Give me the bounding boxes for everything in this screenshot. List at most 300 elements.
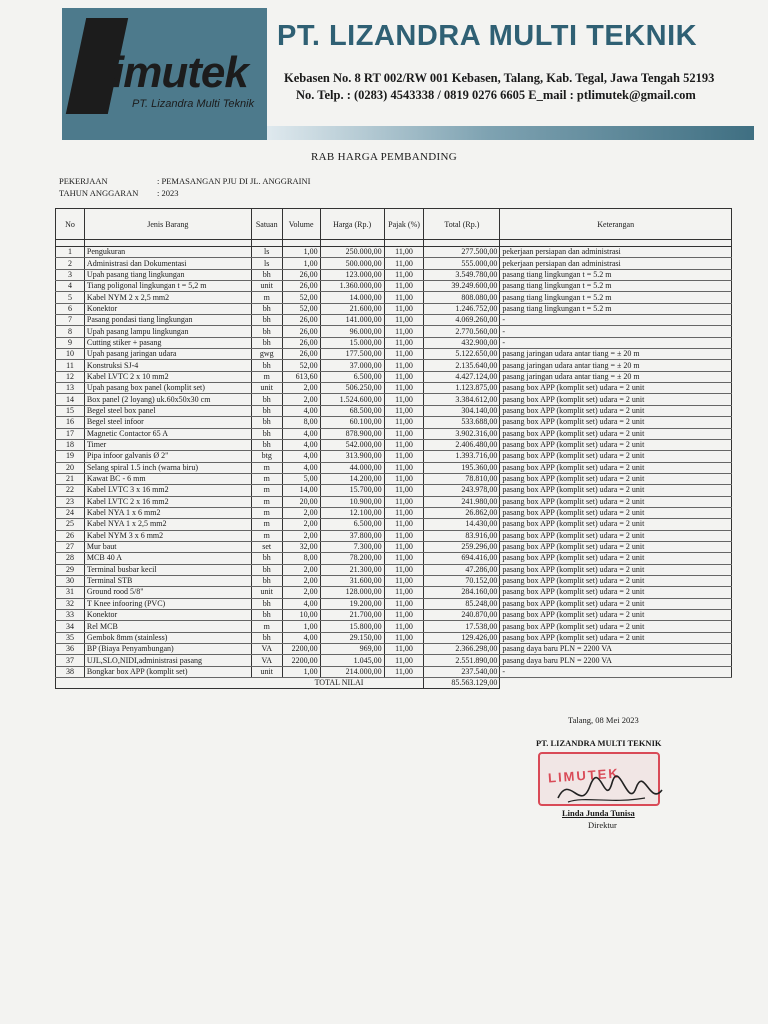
cell-total: 78.810,00 (424, 473, 500, 484)
cell-tax: 11,00 (384, 553, 424, 564)
table-row (56, 349, 732, 360)
cell-total: 808.080,00 (424, 292, 500, 303)
cell-price: 15.800,00 (320, 621, 384, 632)
table-row (56, 417, 732, 428)
cell-notes: pasang box APP (komplit set) udara = 2 unit (500, 462, 732, 473)
cell-no: 29 (56, 564, 85, 575)
cell-notes: pasang box APP (komplit set) udara = 2 unit (500, 439, 732, 450)
cell-item: Kabel LVTC 2 x 10 mm2 (84, 371, 251, 382)
cell-volume: 26,00 (282, 269, 320, 280)
cell-notes: pasang jaringan udara antar tiang = ± 20 m (500, 371, 732, 382)
cell-price: 78.200,00 (320, 553, 384, 564)
cell-tax: 11,00 (384, 417, 424, 428)
cell-notes: pasang box APP (komplit set) udara = 2 unit (500, 519, 732, 530)
table-row (56, 485, 732, 496)
cell-notes: pasang box APP (komplit set) udara = 2 unit (500, 394, 732, 405)
table-row (56, 281, 732, 292)
cell-total: 83.916,00 (424, 530, 500, 541)
cell-price: 15.700,00 (320, 485, 384, 496)
cell-unit: bh (251, 610, 282, 621)
cell-price: 250.000,00 (320, 247, 384, 258)
cell-total: 243.978,00 (424, 485, 500, 496)
cell-notes: pasang box APP (komplit set) udara = 2 unit (500, 610, 732, 621)
cell-volume: 4,00 (282, 439, 320, 450)
table-row (56, 564, 732, 575)
cell-price: 128.000,00 (320, 587, 384, 598)
total-row (56, 678, 732, 689)
cell-tax: 11,00 (384, 371, 424, 382)
cell-unit: m (251, 519, 282, 530)
col-header-no: No (56, 209, 85, 240)
cell-price: 10.900,00 (320, 496, 384, 507)
table-row (56, 541, 732, 552)
cell-tax: 11,00 (384, 360, 424, 371)
cell-volume: 52,00 (282, 292, 320, 303)
table-spacer-row (56, 240, 732, 247)
cell-tax: 11,00 (384, 621, 424, 632)
cell-unit: m (251, 485, 282, 496)
cell-no: 33 (56, 610, 85, 621)
table-row (56, 587, 732, 598)
table-row (56, 666, 732, 677)
cell-price: 60.100,00 (320, 417, 384, 428)
cell-no: 18 (56, 439, 85, 450)
cell-total: 1.123.875,00 (424, 383, 500, 394)
cell-tax: 11,00 (384, 315, 424, 326)
cell-no: 23 (56, 496, 85, 507)
cell-unit: unit (251, 587, 282, 598)
cell-price: 68.500,00 (320, 405, 384, 416)
cell-tax: 11,00 (384, 394, 424, 405)
cell-price: 313.900,00 (320, 451, 384, 462)
cell-item: Kabel NYA 1 x 6 mm2 (84, 507, 251, 518)
cell-no: 3 (56, 269, 85, 280)
table-row (56, 610, 732, 621)
cell-no: 5 (56, 292, 85, 303)
cell-notes: pasang box APP (komplit set) udara = 2 unit (500, 598, 732, 609)
total-label: TOTAL NILAI (56, 678, 424, 689)
cell-price: 6.500,00 (320, 519, 384, 530)
cell-notes: pasang box APP (komplit set) udara = 2 unit (500, 632, 732, 643)
cell-price: 14.000,00 (320, 292, 384, 303)
cell-volume: 2,00 (282, 383, 320, 394)
cell-item: Upah pasang box panel (komplit set) (84, 383, 251, 394)
cell-tax: 11,00 (384, 644, 424, 655)
cell-volume: 2,00 (282, 507, 320, 518)
cell-unit: m (251, 621, 282, 632)
meta-tahun (59, 188, 179, 198)
cell-volume: 26,00 (282, 326, 320, 337)
cell-no: 38 (56, 666, 85, 677)
cell-notes: pasang daya baru PLN = 2200 VA (500, 655, 732, 666)
cell-item: Administrasi dan Dokumentasi (84, 258, 251, 269)
table-row (56, 360, 732, 371)
cell-unit: m (251, 507, 282, 518)
cell-no: 32 (56, 598, 85, 609)
cell-notes: pasang box APP (komplit set) udara = 2 unit (500, 383, 732, 394)
cell-item: Begel steel infoor (84, 417, 251, 428)
cell-volume: 2,00 (282, 575, 320, 586)
cell-total: 3.902.316,00 (424, 428, 500, 439)
table-row (56, 462, 732, 473)
cell-total: 70.152,00 (424, 575, 500, 586)
cell-volume: 2,00 (282, 564, 320, 575)
logo-wordmark: imutek (112, 48, 248, 97)
cell-total: 240.870,00 (424, 610, 500, 621)
cell-tax: 11,00 (384, 303, 424, 314)
table-row (56, 269, 732, 280)
cell-unit: bh (251, 394, 282, 405)
cell-no: 16 (56, 417, 85, 428)
table-row (56, 507, 732, 518)
meta-pekerjaan (59, 176, 310, 186)
cell-notes: - (500, 315, 732, 326)
cell-volume: 4,00 (282, 598, 320, 609)
total-notes-empty (500, 678, 732, 689)
cell-no: 24 (56, 507, 85, 518)
cell-notes: pasang jaringan udara antar tiang = ± 20 m (500, 349, 732, 360)
cell-tax: 11,00 (384, 292, 424, 303)
cell-unit: unit (251, 666, 282, 677)
cell-no: 2 (56, 258, 85, 269)
cell-price: 7.300,00 (320, 541, 384, 552)
cell-price: 31.600,00 (320, 575, 384, 586)
cell-total: 4.069.260,00 (424, 315, 500, 326)
cell-notes: pasang box APP (komplit set) udara = 2 unit (500, 553, 732, 564)
cell-item: UJL,SLO,NIDI,administrasi pasang (84, 655, 251, 666)
cell-tax: 11,00 (384, 519, 424, 530)
cell-notes: pasang box APP (komplit set) udara = 2 unit (500, 417, 732, 428)
cell-tax: 11,00 (384, 337, 424, 348)
cell-total: 277.500,00 (424, 247, 500, 258)
table-row (56, 371, 732, 382)
cell-unit: bh (251, 632, 282, 643)
cell-volume: 4,00 (282, 462, 320, 473)
cell-unit: ls (251, 247, 282, 258)
signatory-role: Direktur (588, 820, 617, 830)
cell-tax: 11,00 (384, 383, 424, 394)
cell-volume: 4,00 (282, 405, 320, 416)
cell-volume: 26,00 (282, 337, 320, 348)
cell-no: 11 (56, 360, 85, 371)
cell-tax: 11,00 (384, 598, 424, 609)
cell-unit: bh (251, 326, 282, 337)
cell-total: 259.296,00 (424, 541, 500, 552)
cell-volume: 1,00 (282, 621, 320, 632)
cell-unit: m (251, 371, 282, 382)
cell-unit: m (251, 462, 282, 473)
cell-no: 35 (56, 632, 85, 643)
cell-no: 14 (56, 394, 85, 405)
cell-unit: bh (251, 564, 282, 575)
cell-volume: 10,00 (282, 610, 320, 621)
cell-item: Konstruksi SJ-4 (84, 360, 251, 371)
cell-notes: pasang tiang lingkungan t = 5.2 m (500, 292, 732, 303)
cell-notes: pasang tiang lingkungan t = 5.2 m (500, 281, 732, 292)
cell-no: 8 (56, 326, 85, 337)
cell-volume: 26,00 (282, 349, 320, 360)
cell-tax: 11,00 (384, 451, 424, 462)
document-title: RAB HARGA PEMBANDING (311, 151, 457, 163)
cell-tax: 11,00 (384, 530, 424, 541)
cell-unit: bh (251, 575, 282, 586)
cell-total: 241.980,00 (424, 496, 500, 507)
cell-total: 195.360,00 (424, 462, 500, 473)
cell-volume: 4,00 (282, 632, 320, 643)
cell-notes: pasang box APP (komplit set) udara = 2 unit (500, 473, 732, 484)
cell-no: 1 (56, 247, 85, 258)
table-row (56, 473, 732, 484)
cell-item: T Knee infooring (PVC) (84, 598, 251, 609)
cell-no: 6 (56, 303, 85, 314)
cell-item: Magnetic Contactor 65 A (84, 428, 251, 439)
cell-volume: 14,00 (282, 485, 320, 496)
cell-total: 237.540,00 (424, 666, 500, 677)
cell-no: 7 (56, 315, 85, 326)
table-row (56, 575, 732, 586)
cell-price: 177.500,00 (320, 349, 384, 360)
cell-total: 304.140,00 (424, 405, 500, 416)
signature-date: Talang, 08 Mei 2023 (568, 715, 639, 725)
cell-no: 21 (56, 473, 85, 484)
cell-no: 26 (56, 530, 85, 541)
cell-no: 20 (56, 462, 85, 473)
company-logo (62, 8, 267, 140)
cell-volume: 4,00 (282, 428, 320, 439)
cell-tax: 11,00 (384, 281, 424, 292)
cell-total: 2.551.890,00 (424, 655, 500, 666)
cell-price: 12.100,00 (320, 507, 384, 518)
cell-volume: 2200,00 (282, 644, 320, 655)
cell-notes: pasang jaringan udara antar tiang = ± 20 m (500, 360, 732, 371)
cell-unit: unit (251, 383, 282, 394)
cell-item: Kabel NYM 2 x 2,5 mm2 (84, 292, 251, 303)
cell-volume: 1,00 (282, 247, 320, 258)
cell-total: 129.426,00 (424, 632, 500, 643)
cell-total: 47.286,00 (424, 564, 500, 575)
cell-item: Selang spiral 1.5 inch (warna biru) (84, 462, 251, 473)
cell-volume: 8,00 (282, 553, 320, 564)
cell-tax: 11,00 (384, 564, 424, 575)
table-row (56, 337, 732, 348)
cell-item: Kabel LVTC 3 x 16 mm2 (84, 485, 251, 496)
cell-price: 96.000,00 (320, 326, 384, 337)
table-row (56, 496, 732, 507)
cell-volume: 52,00 (282, 303, 320, 314)
cell-price: 878.900,00 (320, 428, 384, 439)
cell-price: 19.200,00 (320, 598, 384, 609)
letterhead (62, 8, 754, 140)
cell-unit: bh (251, 303, 282, 314)
cell-no: 25 (56, 519, 85, 530)
table-row (56, 303, 732, 314)
cell-price: 44.000,00 (320, 462, 384, 473)
meta-pekerjaan-label: PEKERJAAN (59, 176, 108, 186)
cell-no: 17 (56, 428, 85, 439)
cell-price: 214.000,00 (320, 666, 384, 677)
meta-tahun-label: TAHUN ANGGARAN (59, 188, 139, 198)
cell-volume: 8,00 (282, 417, 320, 428)
cell-volume: 1,00 (282, 258, 320, 269)
cell-unit: unit (251, 281, 282, 292)
cell-item: Kabel NYM 3 x 6 mm2 (84, 530, 251, 541)
cell-price: 500.000,00 (320, 258, 384, 269)
meta-tahun-value: : 2023 (157, 188, 179, 198)
cell-no: 30 (56, 575, 85, 586)
cell-volume: 4,00 (282, 451, 320, 462)
cell-unit: bh (251, 405, 282, 416)
cell-unit: bh (251, 269, 282, 280)
cell-notes: pasang tiang lingkungan t = 5.2 m (500, 303, 732, 314)
cell-item: Pipa infoor galvanis Ø 2" (84, 451, 251, 462)
col-header-item: Jenis Barang (84, 209, 251, 240)
cell-notes: pasang box APP (komplit set) udara = 2 unit (500, 621, 732, 632)
cell-no: 27 (56, 541, 85, 552)
company-contact: No. Telp. : (0283) 4543338 / 0819 0276 6605 E_mail : ptlimutek@gmail.com (296, 88, 696, 102)
cell-price: 15.000,00 (320, 337, 384, 348)
cell-tax: 11,00 (384, 575, 424, 586)
cell-tax: 11,00 (384, 666, 424, 677)
col-header-price: Harga (Rp.) (320, 209, 384, 240)
cell-total: 2.135.640,00 (424, 360, 500, 371)
table-row (56, 394, 732, 405)
cell-item: MCB 40 A (84, 553, 251, 564)
table-row (56, 439, 732, 450)
cell-tax: 11,00 (384, 405, 424, 416)
cell-item: BP (Biaya Penyambungan) (84, 644, 251, 655)
cell-volume: 52,00 (282, 360, 320, 371)
cell-unit: bh (251, 360, 282, 371)
cell-notes: pasang box APP (komplit set) udara = 2 unit (500, 496, 732, 507)
table-row (56, 655, 732, 666)
cell-unit: m (251, 473, 282, 484)
cell-item: Kabel LVTC 2 x 16 mm2 (84, 496, 251, 507)
cell-item: Pengukuran (84, 247, 251, 258)
cell-total: 1.393.716,00 (424, 451, 500, 462)
cell-total: 694.416,00 (424, 553, 500, 564)
cell-notes: pekerjaan persiapan dan administrasi (500, 258, 732, 269)
cell-notes: - (500, 337, 732, 348)
header-stripe (267, 126, 754, 140)
company-address: Kebasen No. 8 RT 002/RW 001 Kebasen, Talang, Kab. Tegal, Jawa Tengah 52193 (284, 71, 715, 85)
signatory-name: Linda Junda Tunisa (562, 808, 635, 818)
cell-item: Box panel (2 loyang) uk.60x50x30 cm (84, 394, 251, 405)
cell-no: 13 (56, 383, 85, 394)
cell-item: Bongkar box APP (komplit set) (84, 666, 251, 677)
table-row (56, 326, 732, 337)
cell-unit: bh (251, 315, 282, 326)
cell-item: Konektor (84, 610, 251, 621)
col-header-volume: Volume (282, 209, 320, 240)
table-row (56, 383, 732, 394)
cell-unit: bh (251, 439, 282, 450)
cell-total: 4.427.124,00 (424, 371, 500, 382)
cell-notes: pasang box APP (komplit set) udara = 2 unit (500, 564, 732, 575)
cell-price: 29.150,00 (320, 632, 384, 643)
cell-item: Kabel NYA 1 x 2,5 mm2 (84, 519, 251, 530)
table-row (56, 530, 732, 541)
cell-volume: 5,00 (282, 473, 320, 484)
cell-price: 123.000,00 (320, 269, 384, 280)
cell-tax: 11,00 (384, 462, 424, 473)
cell-notes: pasang daya baru PLN = 2200 VA (500, 644, 732, 655)
cell-no: 4 (56, 281, 85, 292)
table-row (56, 292, 732, 303)
cell-no: 19 (56, 451, 85, 462)
cell-no: 22 (56, 485, 85, 496)
cell-notes: pasang box APP (komplit set) udara = 2 unit (500, 507, 732, 518)
logo-subtitle: PT. Lizandra Multi Teknik (132, 98, 255, 110)
cell-price: 37.800,00 (320, 530, 384, 541)
cell-tax: 11,00 (384, 655, 424, 666)
cell-notes: pasang tiang lingkungan t = 5.2 m (500, 269, 732, 280)
cell-item: Konektor (84, 303, 251, 314)
cell-price: 141.000,00 (320, 315, 384, 326)
table-row (56, 553, 732, 564)
cell-total: 1.246.752,00 (424, 303, 500, 314)
table-header-row (56, 209, 732, 240)
cell-unit: btg (251, 451, 282, 462)
cell-item: Terminal busbar kecil (84, 564, 251, 575)
cell-price: 21.300,00 (320, 564, 384, 575)
cell-volume: 20,00 (282, 496, 320, 507)
cell-volume: 2,00 (282, 519, 320, 530)
cost-table (55, 208, 732, 689)
table-row (56, 405, 732, 416)
cell-tax: 11,00 (384, 632, 424, 643)
signature-company: PT. LIZANDRA MULTI TEKNIK (536, 738, 662, 748)
cell-item: Kawat BC - 6 mm (84, 473, 251, 484)
cell-tax: 11,00 (384, 610, 424, 621)
table-row (56, 621, 732, 632)
cell-total: 5.122.650,00 (424, 349, 500, 360)
cell-item: Gembok 8mm (stainless) (84, 632, 251, 643)
cell-unit: m (251, 530, 282, 541)
cell-total: 26.862,00 (424, 507, 500, 518)
cell-total: 14.430,00 (424, 519, 500, 530)
cell-item: Pasang pondasi tiang lingkungan (84, 315, 251, 326)
cell-item: Terminal STB (84, 575, 251, 586)
col-header-unit: Satuan (251, 209, 282, 240)
cell-tax: 11,00 (384, 507, 424, 518)
cell-price: 969,00 (320, 644, 384, 655)
cell-notes: pasang box APP (komplit set) udara = 2 unit (500, 541, 732, 552)
cell-unit: bh (251, 428, 282, 439)
cell-notes: - (500, 326, 732, 337)
table-row (56, 258, 732, 269)
total-value: 85.563.129,00 (424, 678, 500, 689)
col-header-notes: Keterangan (500, 209, 732, 240)
cell-unit: m (251, 496, 282, 507)
cell-no: 28 (56, 553, 85, 564)
cell-notes: pasang box APP (komplit set) udara = 2 unit (500, 575, 732, 586)
table-row (56, 451, 732, 462)
table-row (56, 632, 732, 643)
company-name: PT. LIZANDRA MULTI TEKNIK (277, 20, 698, 52)
cell-notes: pekerjaan persiapan dan administrasi (500, 247, 732, 258)
cell-price: 1.045,00 (320, 655, 384, 666)
cell-unit: VA (251, 655, 282, 666)
cell-item: Rel MCB (84, 621, 251, 632)
cell-item: Tiang poligonal lingkungan t = 5,2 m (84, 281, 251, 292)
cell-volume: 2,00 (282, 530, 320, 541)
table-row (56, 598, 732, 609)
cell-item: Upah pasang lampu lingkungan (84, 326, 251, 337)
cell-tax: 11,00 (384, 349, 424, 360)
cell-notes: pasang box APP (komplit set) udara = 2 unit (500, 451, 732, 462)
cell-total: 2.406.480,00 (424, 439, 500, 450)
cell-tax: 11,00 (384, 258, 424, 269)
